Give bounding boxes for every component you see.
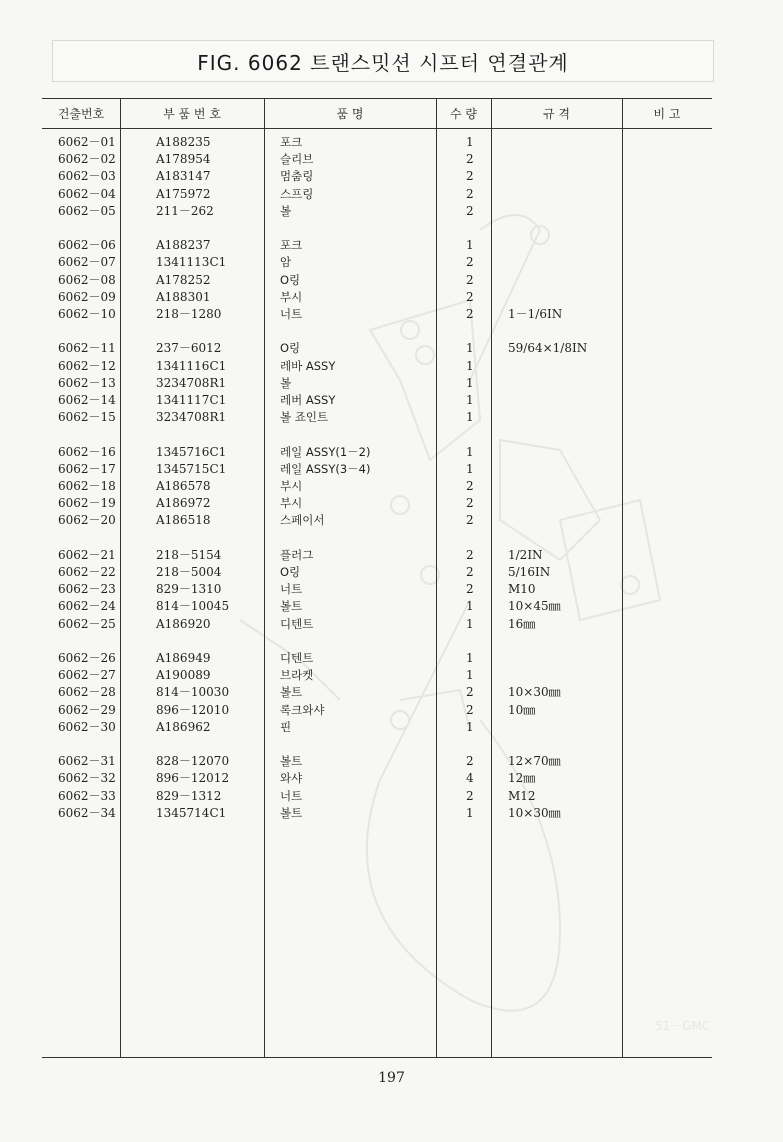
header-spec: 규 격 <box>543 106 570 121</box>
part-name: 슬리브 <box>280 152 314 167</box>
specification: 10×30㎜ <box>508 685 561 700</box>
table-bottom-rule <box>42 1057 712 1058</box>
table-row <box>42 719 712 736</box>
table-row <box>42 151 712 168</box>
part-name: 레일 ASSY(3－4) <box>280 461 371 476</box>
item-number: 6062－21 <box>58 547 116 562</box>
table-row <box>42 650 712 667</box>
part-number: 3234708R1 <box>156 375 227 390</box>
part-number: A186578 <box>156 479 211 493</box>
quantity: 2 <box>466 186 474 201</box>
specification: 1/2IN <box>508 547 543 562</box>
part-name: 디텐트 <box>280 616 314 631</box>
quantity: 1 <box>466 410 474 425</box>
part-number: 218－5154 <box>156 547 222 562</box>
part-number: 896－12012 <box>156 771 230 786</box>
quantity: 1 <box>466 616 474 631</box>
item-number: 6062－27 <box>58 668 116 683</box>
item-number: 6062－24 <box>58 599 116 614</box>
part-number: A186972 <box>156 496 211 511</box>
part-name: 스프링 <box>280 186 314 201</box>
part-name: 너트 <box>280 307 303 321</box>
item-number: 6062－13 <box>58 375 116 390</box>
part-number: A186962 <box>156 719 211 734</box>
table-row <box>42 340 712 357</box>
table-row <box>42 581 712 598</box>
part-name: 암 <box>280 255 292 270</box>
header-item-no: 건출번호 <box>57 106 105 121</box>
part-number: 814－10030 <box>156 685 230 700</box>
quantity: 2 <box>466 272 474 287</box>
part-number: 218－5004 <box>156 565 222 579</box>
part-number: A175972 <box>156 186 211 201</box>
part-number: A183147 <box>156 169 211 184</box>
quantity: 1 <box>466 375 474 390</box>
quantity: 2 <box>466 289 474 304</box>
table-row <box>42 667 712 684</box>
item-number: 6062－34 <box>58 805 116 820</box>
quantity: 1 <box>466 358 474 373</box>
item-number: 6062－12 <box>58 358 116 373</box>
item-number: 6062－28 <box>58 685 116 700</box>
part-name: 레버 ASSY <box>280 393 336 407</box>
page-title: FIG. 6062 트랜스밋션 시프터 연결관계 <box>197 50 569 75</box>
part-name: 너트 <box>280 582 303 597</box>
table-row <box>42 495 712 512</box>
part-name: 포크 <box>280 238 303 253</box>
part-number: A188301 <box>156 289 211 304</box>
item-number: 6062－07 <box>58 255 116 270</box>
part-name: 레바 ASSY <box>280 358 336 373</box>
part-number: 1345716C1 <box>156 444 227 459</box>
header-part-name: 품 명 <box>336 106 364 121</box>
quantity: 2 <box>466 152 474 167</box>
item-number: 6062－25 <box>58 616 116 631</box>
item-number: 6062－09 <box>58 289 116 304</box>
specification: 12㎜ <box>508 771 536 786</box>
quantity: 2 <box>466 203 474 218</box>
part-number: A188237 <box>156 238 211 253</box>
quantity: 2 <box>466 788 474 803</box>
part-name: 플러그 <box>280 547 314 562</box>
table-row <box>42 392 712 409</box>
part-name: O링 <box>280 341 301 356</box>
page-number: 197 <box>378 1070 405 1086</box>
table-row <box>42 753 712 770</box>
specification: 12×70㎜ <box>508 754 561 769</box>
item-number: 6062－02 <box>58 152 116 167</box>
part-name: 부시 <box>280 479 303 493</box>
table-row <box>42 512 712 529</box>
table-row <box>42 254 712 271</box>
part-number: A178252 <box>156 272 211 287</box>
table-row <box>42 702 712 719</box>
table-row <box>42 203 712 220</box>
item-number: 6062－08 <box>58 272 116 287</box>
item-number: 6062－10 <box>58 307 116 321</box>
specification: 10×45㎜ <box>508 599 561 614</box>
part-name: 브라켓 <box>280 668 314 683</box>
quantity: 1 <box>466 719 474 734</box>
item-number: 6062－31 <box>58 754 116 769</box>
item-number: 6062－18 <box>58 479 116 493</box>
part-name: 볼 죠인트 <box>280 410 329 425</box>
quantity: 2 <box>466 479 474 493</box>
item-number: 6062－01 <box>58 135 116 149</box>
item-number: 6062－15 <box>58 410 116 425</box>
item-number: 6062－26 <box>58 651 116 665</box>
part-name: 부시 <box>280 496 303 511</box>
part-number: 1345714C1 <box>156 805 227 820</box>
specification: 16㎜ <box>508 616 536 631</box>
part-name: 볼트 <box>280 685 303 700</box>
quantity: 2 <box>466 496 474 511</box>
title-box <box>52 40 714 82</box>
part-number: A190089 <box>156 668 211 683</box>
quantity: 2 <box>466 565 474 579</box>
part-name: 부시 <box>280 289 303 304</box>
item-number: 6062－16 <box>58 444 116 459</box>
specification: M12 <box>508 788 536 803</box>
part-number: 829－1312 <box>156 788 222 803</box>
table-row <box>42 684 712 701</box>
table-row <box>42 186 712 203</box>
quantity: 2 <box>466 702 474 717</box>
quantity: 4 <box>466 771 474 786</box>
table-row <box>42 461 712 478</box>
item-number: 6062－23 <box>58 582 116 597</box>
table-row <box>42 770 712 787</box>
part-name: 볼트 <box>280 754 303 769</box>
part-name: 레일 ASSY(1－2) <box>280 444 371 459</box>
table-row <box>42 289 712 306</box>
specification: M10 <box>508 582 536 597</box>
quantity: 1 <box>466 651 474 665</box>
item-number: 6062－29 <box>58 702 116 717</box>
quantity: 1 <box>466 805 474 820</box>
item-number: 6062－22 <box>58 565 116 579</box>
quantity: 2 <box>466 754 474 769</box>
quantity: 1 <box>466 238 474 253</box>
quantity: 1 <box>466 444 474 459</box>
part-name: O링 <box>280 272 301 287</box>
item-number: 6062－20 <box>58 513 116 528</box>
table-row <box>42 375 712 392</box>
part-name: 록크와샤 <box>280 702 325 717</box>
quantity: 2 <box>466 685 474 700</box>
header-part-number: 부 품 번 호 <box>163 106 221 121</box>
part-number: 896－12010 <box>156 702 230 717</box>
item-number: 6062－32 <box>58 771 116 786</box>
specification: 1－1/6IN <box>508 307 563 321</box>
parts-table <box>42 98 712 1058</box>
part-name: 멈춤링 <box>280 169 314 184</box>
table-row <box>42 564 712 581</box>
part-number: 237－6012 <box>156 341 222 356</box>
part-name: O링 <box>280 565 301 579</box>
header-bottom-rule <box>42 128 712 129</box>
item-number: 6062－33 <box>58 788 116 803</box>
table-row <box>42 168 712 185</box>
table-row <box>42 547 712 564</box>
part-name: 볼트 <box>280 599 303 614</box>
item-number: 6062－05 <box>58 203 116 218</box>
part-name: 너트 <box>280 788 303 803</box>
part-name: 포크 <box>280 135 303 149</box>
part-number: A186518 <box>156 513 211 528</box>
header-quantity: 수 량 <box>450 106 477 121</box>
table-row <box>42 478 712 495</box>
part-number: 1341117C1 <box>156 393 227 407</box>
table-row <box>42 788 712 805</box>
specification: 59/64×1/8IN <box>508 341 588 356</box>
part-name: 와샤 <box>280 771 303 786</box>
specification: 5/16IN <box>508 565 551 579</box>
specification: 10×30㎜ <box>508 805 561 820</box>
item-number: 6062－19 <box>58 496 116 511</box>
table-row <box>42 805 712 822</box>
part-number: A186920 <box>156 616 211 631</box>
quantity: 1 <box>466 599 474 614</box>
quantity: 1 <box>466 393 474 407</box>
item-number: 6062－06 <box>58 238 116 253</box>
quantity: 1 <box>466 341 474 356</box>
table-row <box>42 272 712 289</box>
table-row <box>42 444 712 461</box>
quantity: 2 <box>466 513 474 528</box>
table-row <box>42 306 712 323</box>
part-number: A186949 <box>156 651 211 665</box>
quantity: 2 <box>466 169 474 184</box>
part-number: 828－12070 <box>156 754 230 769</box>
part-name: 볼 <box>280 203 292 218</box>
part-number: A178954 <box>156 152 211 167</box>
quantity: 1 <box>466 135 474 149</box>
quantity: 2 <box>466 255 474 270</box>
quantity: 1 <box>466 668 474 683</box>
quantity: 2 <box>466 582 474 597</box>
part-number: 3234708R1 <box>156 410 227 425</box>
quantity: 2 <box>466 307 474 321</box>
item-number: 6062－14 <box>58 393 116 407</box>
table-row <box>42 358 712 375</box>
part-name: 볼 <box>280 375 292 390</box>
part-name: 디텐트 <box>280 651 314 665</box>
table-row <box>42 598 712 615</box>
table-row <box>42 616 712 633</box>
part-name: 볼트 <box>280 805 303 820</box>
item-number: 6062－11 <box>58 341 116 356</box>
part-number: 829－1310 <box>156 582 222 597</box>
part-number: 1341113C1 <box>156 255 227 270</box>
part-name: 핀 <box>280 719 292 734</box>
part-name: 스페이서 <box>280 513 325 528</box>
item-number: 6062－30 <box>58 719 116 734</box>
header-remarks: 비 고 <box>653 106 681 121</box>
item-number: 6062－04 <box>58 186 116 201</box>
table-row <box>42 237 712 254</box>
quantity: 2 <box>466 547 474 562</box>
part-number: 211－262 <box>156 203 214 218</box>
specification: 10㎜ <box>508 702 536 717</box>
part-number: A188235 <box>156 135 211 149</box>
quantity: 1 <box>466 461 474 476</box>
item-number: 6062－03 <box>58 169 116 184</box>
part-number: 1341116C1 <box>156 358 227 373</box>
part-number: 1345715C1 <box>156 461 227 476</box>
table-row <box>42 409 712 426</box>
part-number: 814－10045 <box>156 599 230 614</box>
table-row <box>42 134 712 151</box>
part-number: 218－1280 <box>156 307 222 321</box>
item-number: 6062－17 <box>58 461 116 476</box>
watermark-text: 51－GMC <box>655 1019 711 1033</box>
